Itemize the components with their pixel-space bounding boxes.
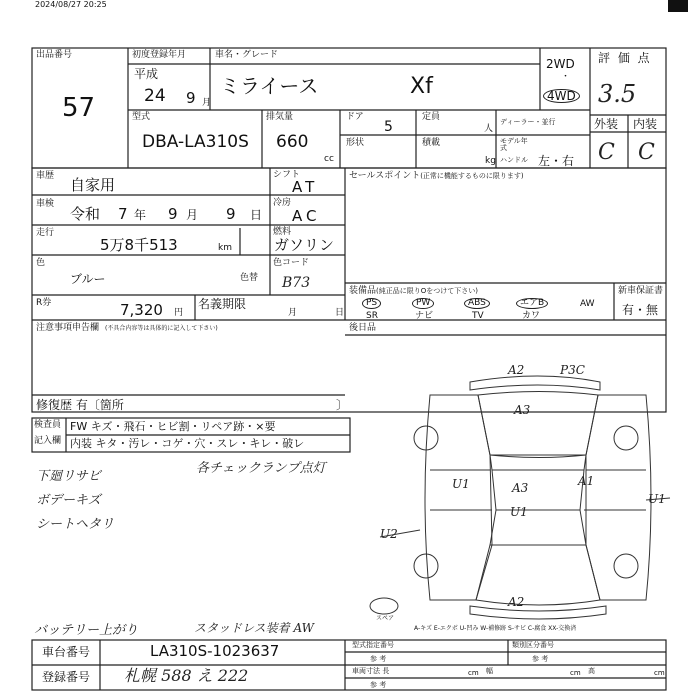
exterior-grade: C xyxy=(598,140,615,165)
type-label: 型式 xyxy=(132,112,151,122)
dealer-label: ディーラー・並行 xyxy=(500,118,556,126)
ac: AC xyxy=(292,207,321,225)
registration-number: 札幌 588 え 222 xyxy=(124,666,249,685)
handle-label: ハンドル xyxy=(500,156,528,164)
reference-label-3: 参 考 xyxy=(370,681,387,689)
comment-6: スタッドレス装着 AW xyxy=(194,621,314,635)
eval-label: 評 価 点 xyxy=(598,51,652,65)
repair-label: 修復歴 有〔箇所 xyxy=(36,398,124,412)
reference-label-2: 参 考 xyxy=(532,655,549,663)
color-label: 色 xyxy=(36,258,46,268)
reg-year: 24 xyxy=(144,86,166,106)
grade: Xf xyxy=(410,74,433,99)
exterior-label: 外装 xyxy=(594,117,619,131)
sales-label: セールスポイント(正常に機能するものに限ります) xyxy=(349,171,524,181)
mark-front-a2: A2 xyxy=(508,363,525,377)
km-unit: km xyxy=(218,243,232,253)
equip-airbag: エアB xyxy=(516,298,548,309)
equip-pw: PW xyxy=(412,298,434,309)
cm-3: cm xyxy=(654,669,665,677)
fuel: ガソリン xyxy=(274,236,335,254)
lot-label: 出品番号 xyxy=(36,50,73,60)
displacement: 660 xyxy=(276,132,309,152)
recycle-label: R券 xyxy=(36,298,52,308)
equipment-label: 装備品(純正品に限りΟをつけて下さい) xyxy=(349,286,478,296)
warranty-label: 新車保証書 xyxy=(618,286,664,296)
model-year-label: モデル年式 xyxy=(500,137,528,152)
mark-roof-a3: A3 xyxy=(512,481,529,495)
eval-score: 3.5 xyxy=(598,80,637,108)
drive-dot: ・ xyxy=(561,72,571,82)
insp-era: 令和 xyxy=(70,205,101,223)
comment-3: シートヘタリ xyxy=(36,517,115,532)
mark-left-rear-u2: U2 xyxy=(380,527,398,541)
category-label: 類別区分番号 xyxy=(512,641,554,649)
cc-unit: cc xyxy=(324,154,334,164)
displacement-label: 排気量 xyxy=(266,112,294,122)
damage-legend: A-キズ E-エクボ U-凹み W-補修跡 S-サビ C-腐食 XX-交換済 xyxy=(414,625,577,632)
mileage-label: 走行 xyxy=(36,228,55,238)
mark-right-rear-u1: U1 xyxy=(648,492,666,506)
color: ブルー xyxy=(70,272,106,286)
inspector-label-2: 記入欄 xyxy=(34,436,62,446)
model-type: DBA-LA310S xyxy=(142,132,249,152)
shift: AT xyxy=(292,178,319,196)
width-label: 幅 xyxy=(486,667,493,675)
car-name: ミライース xyxy=(220,74,319,98)
expiry-label: 名義期限 xyxy=(198,297,247,311)
mark-front-p3c: P3C xyxy=(560,363,585,377)
doors: 5 xyxy=(384,119,393,135)
equip-sr: SR xyxy=(366,311,378,321)
color-code-label: 色コード xyxy=(273,258,310,268)
cm-2: cm xyxy=(570,669,581,677)
expiry-month: 月 xyxy=(288,308,298,318)
recycle-fee: 7,320 xyxy=(120,301,163,319)
insp-day: 9 xyxy=(226,205,236,223)
equip-tv: TV xyxy=(472,311,484,321)
fuel-label: 燃料 xyxy=(273,227,292,237)
reg-label: 登録番号 xyxy=(42,670,91,684)
equip-aw: AW xyxy=(580,299,595,309)
model-designation-label: 型式指定番号 xyxy=(352,641,394,649)
length-label: 車両寸法 長 xyxy=(352,667,390,675)
chassis-number: LA310S-1023637 xyxy=(150,642,280,660)
mark-rear-a2: A2 xyxy=(508,595,525,609)
mileage: 5万8千513 xyxy=(100,236,178,254)
month-unit: 月 xyxy=(202,98,212,108)
ac-label: 冷房 xyxy=(273,198,292,208)
insp-year: 7 xyxy=(118,205,128,223)
height-label: 高 xyxy=(588,667,595,675)
day-unit: 日 xyxy=(250,208,263,222)
load-label: 積載 xyxy=(422,138,441,148)
reg-month: 9 xyxy=(186,89,196,107)
mark-rear-side-u1: U1 xyxy=(510,505,528,519)
inspector-line-1: FW キズ・飛石・ヒビ割・リペア跡・×要 xyxy=(70,420,276,433)
insp-month-unit: 月 xyxy=(186,208,199,222)
timestamp: 2024/08/27 20:25 xyxy=(35,0,107,9)
year-unit: 年 xyxy=(134,208,147,222)
color-code: B73 xyxy=(282,275,311,291)
first-reg-label: 初度登録年月 xyxy=(132,50,187,60)
warranty-value: 有・無 xyxy=(622,303,659,317)
color-change-label: 色替 xyxy=(240,273,259,283)
insp-month: 9 xyxy=(168,205,178,223)
lot-number: 57 xyxy=(62,93,96,123)
spare-label: スペア xyxy=(376,615,395,622)
interior-grade: C xyxy=(638,140,655,165)
comment-2: ボデーキズ xyxy=(36,493,101,508)
equip-ps: PS xyxy=(362,298,381,309)
drive-2wd: 2WD xyxy=(546,57,575,71)
inspector-label-1: 検査員 xyxy=(34,420,62,430)
yen-unit: 円 xyxy=(174,308,184,318)
drive-4wd: 4WD xyxy=(543,89,580,103)
shift-label: シフト xyxy=(273,170,301,180)
shape-label: 形状 xyxy=(346,138,365,148)
comment-5: バッテリー上がり xyxy=(34,623,139,638)
inspector-line-2: 内装 キタ・汚レ・コゲ・穴・スレ・キレ・破レ xyxy=(70,437,305,450)
expiry-day: 日 xyxy=(335,308,345,318)
mark-right-a1: A1 xyxy=(578,474,595,488)
handle-value: 左・右 xyxy=(538,154,575,168)
equip-leather: カワ xyxy=(522,311,541,321)
mark-left-u1: U1 xyxy=(452,477,470,491)
chassis-label: 車台番号 xyxy=(42,645,91,659)
comment-1: 下廻リサビ xyxy=(36,469,101,484)
notes-label: 注意事項申告欄 (不具合内容等は具体的に記入して下さい) xyxy=(36,323,218,333)
era: 平成 xyxy=(134,67,159,81)
capacity-label: 定員 xyxy=(422,112,441,122)
inspection-label: 車検 xyxy=(36,199,55,209)
comment-4: 各チェックランプ点灯 xyxy=(196,461,326,476)
equip-navi: ナビ xyxy=(415,311,434,321)
repair-close: 〕 xyxy=(336,398,349,412)
door-label: ドア xyxy=(346,112,364,122)
interior-label: 内装 xyxy=(633,117,658,131)
model-label: 車名・グレード xyxy=(215,50,279,60)
reference-label-1: 参 考 xyxy=(370,655,387,663)
cm-1: cm xyxy=(468,669,479,677)
history: 自家用 xyxy=(70,176,116,194)
rear-seat-label: 後日品 xyxy=(349,323,377,333)
kg-unit: kg xyxy=(485,156,496,166)
mark-hood-a3: A3 xyxy=(514,403,531,417)
history-label: 車歴 xyxy=(36,171,55,181)
equip-abs: ABS xyxy=(464,298,490,309)
person-unit: 人 xyxy=(484,124,494,134)
